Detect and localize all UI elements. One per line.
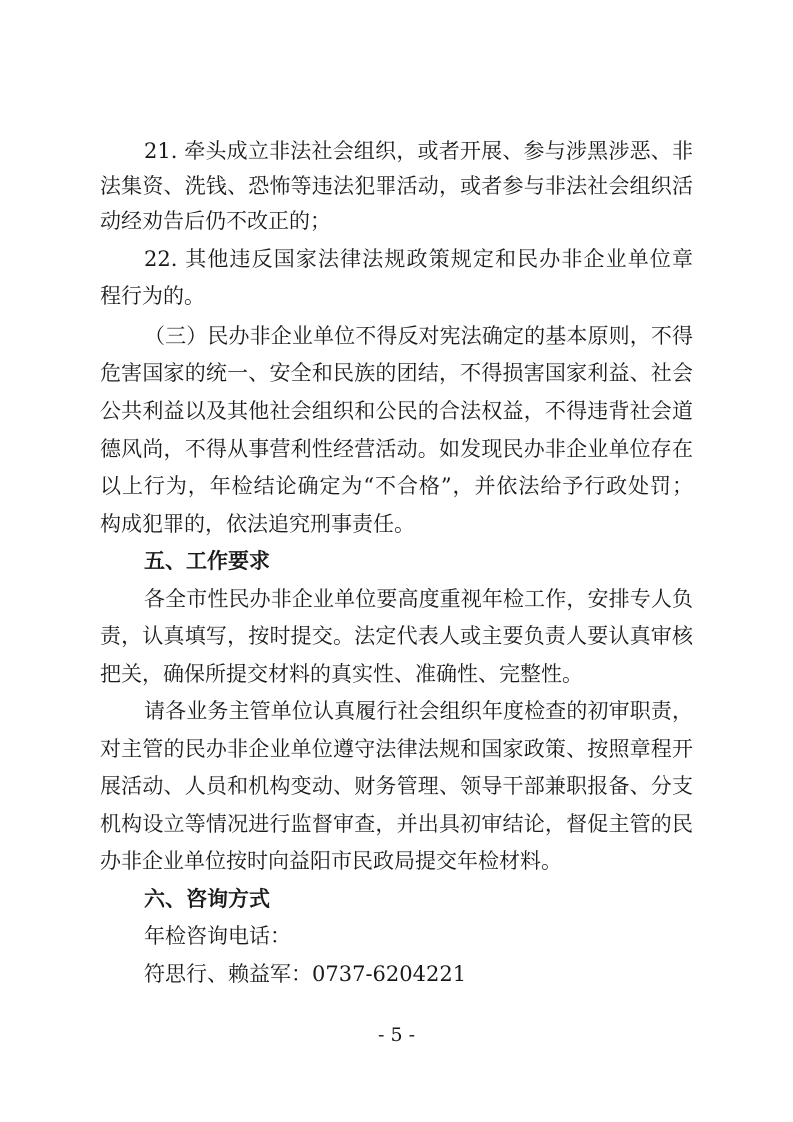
text-line: 22. 其他违反国家法律法规政策规定和民办非企业单位章 bbox=[144, 247, 693, 271]
text-line: 公共利益以及其他社会组织和公民的合法权益，不得违背社会道 bbox=[100, 399, 693, 423]
text-line: 展活动、人员和机构变动、财务管理、领导干部兼职报备、分支 bbox=[100, 774, 693, 798]
text-line: 请各业务主管单位认真履行社会组织年度检查的初审职责， bbox=[144, 699, 693, 723]
text-line: 法集资、洗钱、恐怖等违法犯罪活动，或者参与非法社会组织活 bbox=[100, 174, 693, 198]
text-line: 各全市性民办非企业单位要高度重视年检工作，安排专人负 bbox=[144, 587, 693, 611]
text-line: 机构设立等情况进行监督审查，并出具初审结论，督促主管的民 bbox=[100, 812, 693, 836]
text-line: 对主管的民办非企业单位遵守法律法规和国家政策、按照章程开 bbox=[100, 737, 693, 761]
section-heading: 五、工作要求 bbox=[144, 549, 270, 573]
text-line: 21. 牵头成立非法社会组织，或者开展、参与涉黑涉恶、非 bbox=[144, 139, 693, 163]
text-line: 办非企业单位按时向益阳市民政局提交年检材料。 bbox=[100, 849, 562, 873]
text-line: 责，认真填写，按时提交。法定代表人或主要负责人要认真审核 bbox=[100, 624, 693, 648]
contact-line: 符思行、赖益军：0737-6204221 bbox=[144, 962, 467, 986]
text-line: 危害国家的统一、安全和民族的团结，不得损害国家利益、社会 bbox=[100, 361, 693, 385]
section-heading: 六、咨询方式 bbox=[144, 887, 270, 911]
text-line: 德风尚，不得从事营利性经营活动。如发现民办非企业单位存在 bbox=[100, 437, 693, 461]
page-number: - 5 - bbox=[377, 1024, 415, 1046]
text-line: 以上行为，年检结论确定为“不合格”，并依法给予行政处罚； bbox=[100, 474, 693, 498]
text-line: 程行为的。 bbox=[100, 284, 205, 308]
text-line: 动经劝告后仍不改正的； bbox=[100, 209, 331, 233]
text-line: 年检咨询电话： bbox=[144, 924, 291, 948]
text-line: （三）民办非企业单位不得反对宪法确定的基本原则，不得 bbox=[144, 324, 693, 348]
text-line: 构成犯罪的，依法追究刑事责任。 bbox=[100, 512, 415, 536]
text-line: 把关，确保所提交材料的真实性、准确性、完整性。 bbox=[100, 662, 583, 686]
